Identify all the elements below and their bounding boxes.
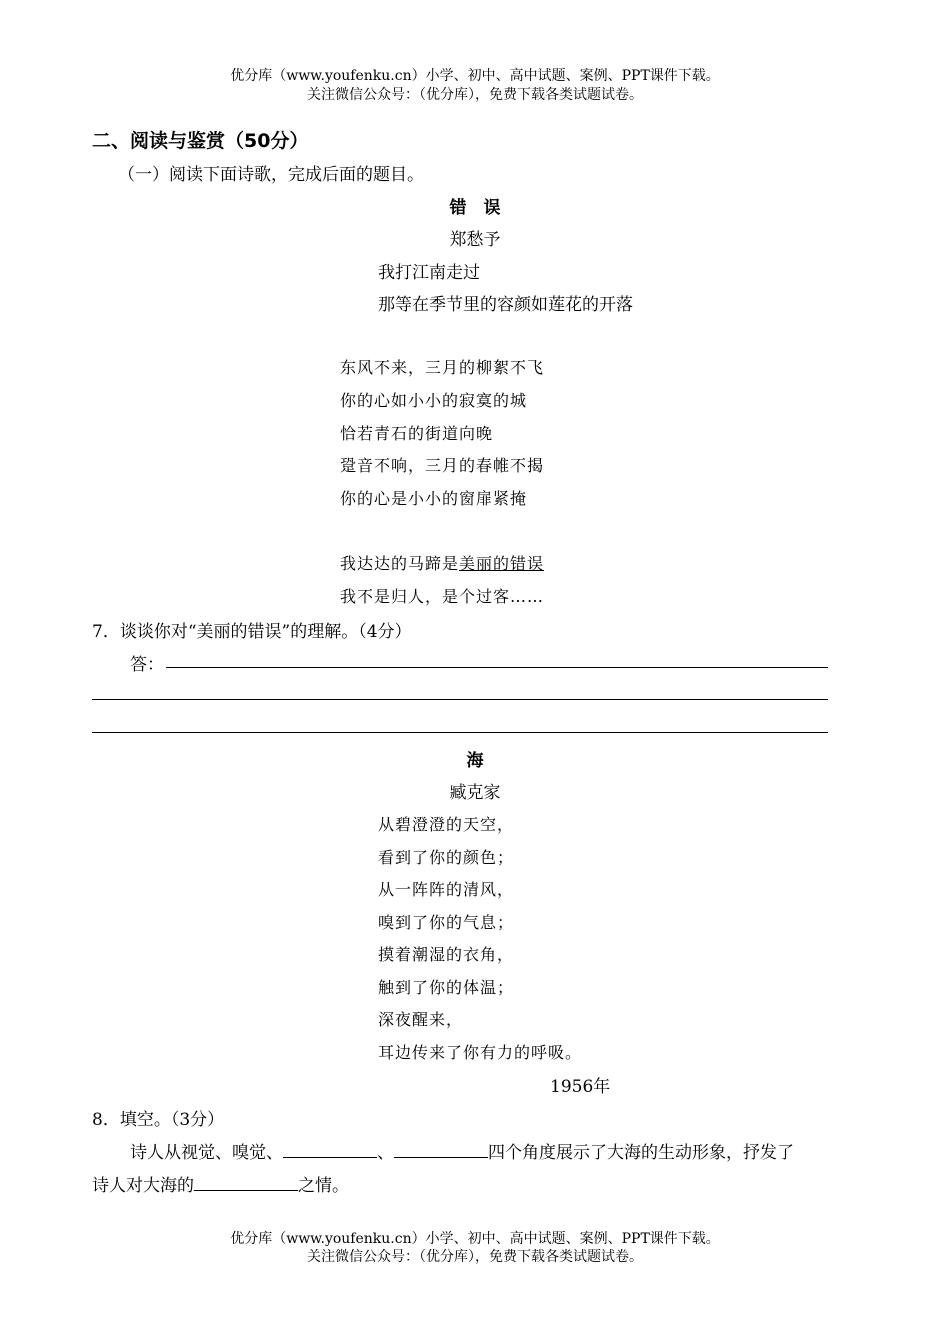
underlined-phrase: 美丽的错误 [459,554,545,573]
poem2-line: 摸着潮湿的衣角， [378,945,515,964]
answer-line[interactable] [92,699,828,700]
poem2-line: 触到了你的体温； [378,978,515,997]
poem2-line: 耳边传来了你有力的呼吸。 [378,1043,583,1062]
poem1-line: 我不是归人，是个过客…… [340,587,545,606]
footer-line-2: 关注微信公众号：（优分库），免费下载各类试题试卷。 [307,1249,643,1265]
poem1-line: 恰若青石的街道向晚 [340,424,494,443]
fill-blank[interactable] [283,1143,377,1158]
header-line-2: 关注微信公众号：（优分库），免费下载各类试题试卷。 [307,87,643,103]
q8-text: 之情。 [298,1176,349,1196]
q8-text: 四个角度展示了大海的生动形象，抒发了 [488,1143,794,1163]
poem1-author: 郑愁予 [449,230,501,250]
section-intro: （一）阅读下面诗歌，完成后面的题目。 [118,165,424,185]
header-line-1: 优分库（www.youfenku.cn）小学、初中、高中试题、案例、PPT课件下载。 [230,68,720,84]
poem1-line: 我打江南走过 [378,263,480,283]
poem2-line: 看到了你的颜色； [378,848,515,867]
poem2-year: 1956年 [550,1077,611,1097]
answer-line[interactable] [166,667,828,668]
section-title: 二、阅读与鉴赏（50分） [92,130,309,152]
poem2-title: 海 [466,751,484,771]
question-8-sentence [130,1138,794,1163]
poem2-author: 臧克家 [449,783,501,803]
question-7: 7．谈谈你对“美丽的错误”的理解。（4分） [92,622,412,642]
poem2-line: 从碧澄澄的天空， [378,815,515,834]
poem1-line: 东风不来，三月的柳絮不飞 [340,358,545,377]
answer-line[interactable] [92,732,828,733]
q8-text: 诗人对大海的 [92,1176,194,1196]
poem1-line: 你的心如小小的寂寞的城 [340,391,528,410]
poem1-line: 跫音不响，三月的春帷不揭 [340,456,545,475]
q8-text: 诗人从视觉、嗅觉、 [130,1143,283,1163]
fill-blank[interactable] [194,1176,298,1191]
question-8-sentence-cont [92,1171,349,1196]
poem1-line-prefix: 我达达的马蹄是 [340,554,460,573]
poem1-title: 错 误 [449,198,501,218]
answer-label: 答： [130,655,164,675]
poem2-line: 从一阵阵的清风， [378,880,515,899]
poem2-line: 嗅到了你的气息； [378,913,515,932]
q8-sep: 、 [377,1143,394,1163]
poem2-line: 深夜醒来， [378,1010,464,1029]
question-8: 8．填空。（3分） [92,1110,225,1130]
poem1-line: 那等在季节里的容颜如莲花的开落 [378,295,633,315]
fill-blank[interactable] [394,1143,488,1158]
footer-line-1: 优分库（www.youfenku.cn）小学、初中、高中试题、案例、PPT课件下载。 [230,1231,720,1247]
poem1-line: 你的心是小小的窗扉紧掩 [340,489,528,508]
poem1-line [340,551,544,574]
